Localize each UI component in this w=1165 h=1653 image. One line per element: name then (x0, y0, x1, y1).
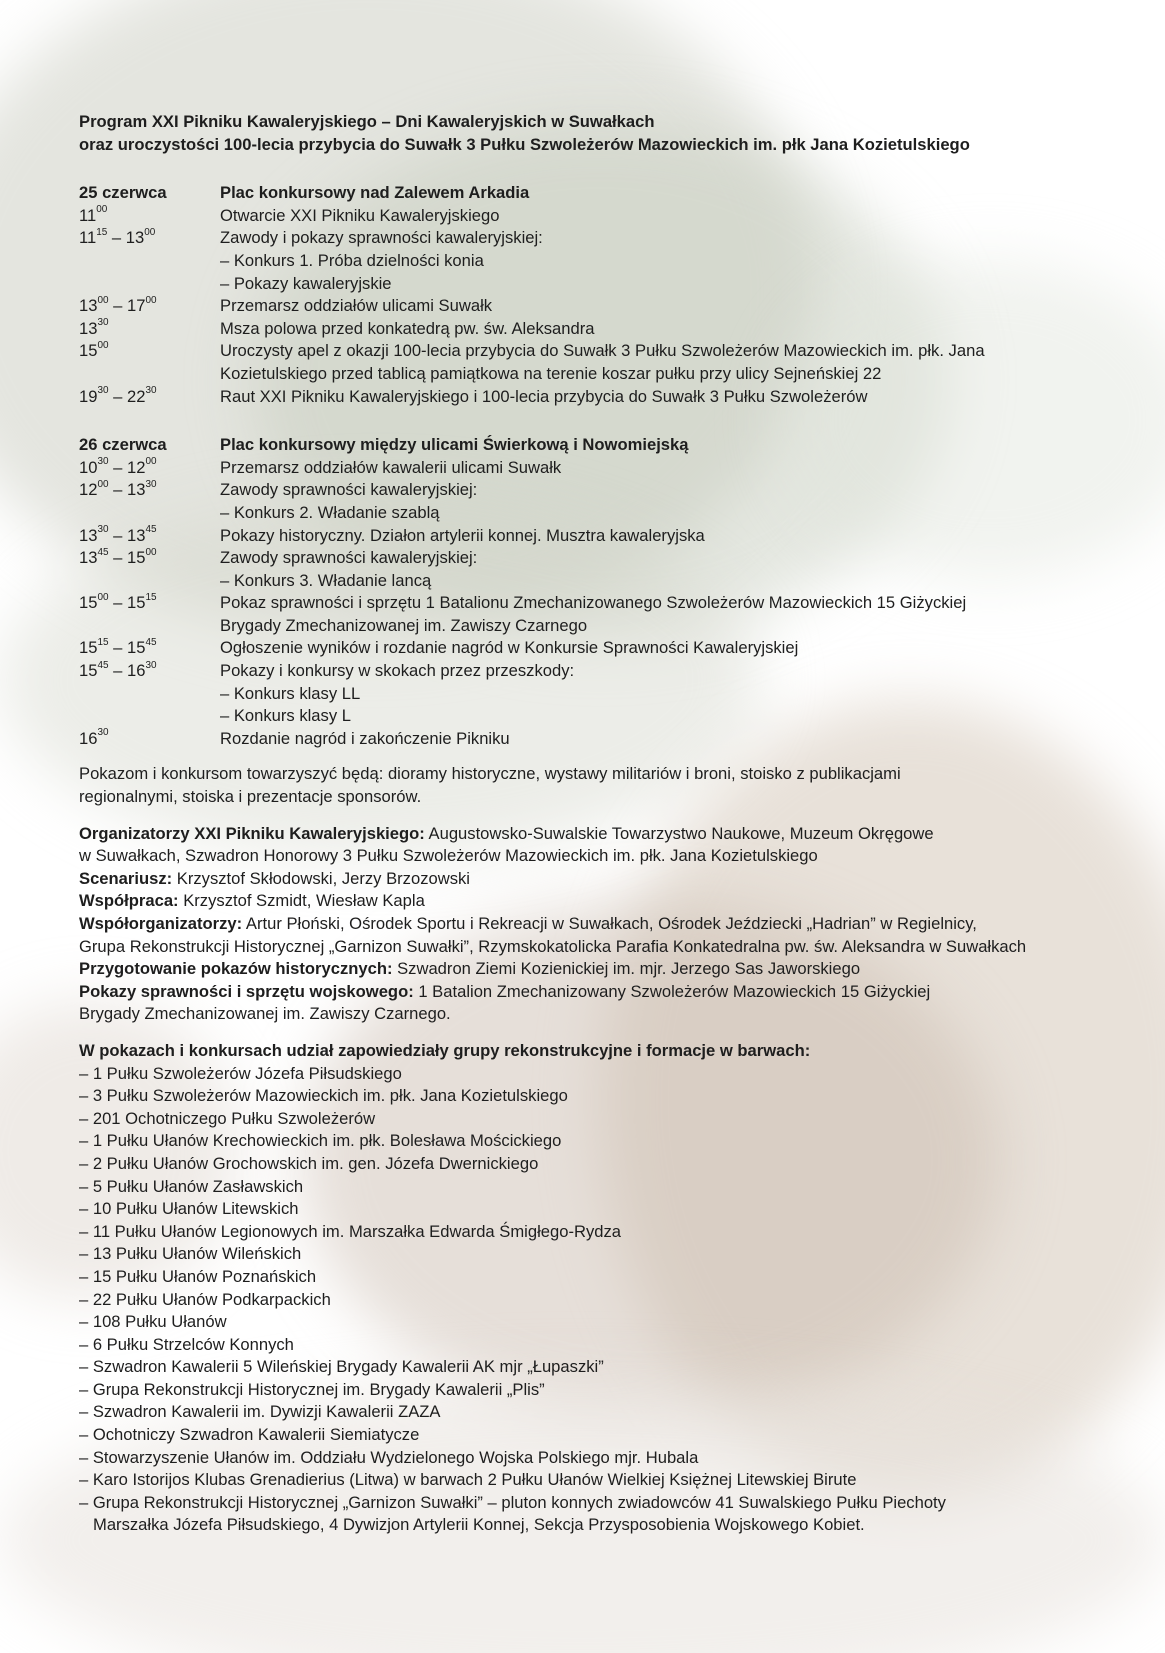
schedule-row (79, 205, 1089, 228)
credit-continuation: Grupa Rekonstrukcji Historycznej „Garnizon Suwałki”, Rzymskokatolicka Parafia Konkatedralna pw. św. Aleksandra w Suwałkach (79, 936, 1027, 956)
event-time: $11^{00}$ (79, 204, 108, 225)
schedule-row (79, 340, 1089, 363)
group-item: – 1 Pułku Szwoleżerów Józefa Piłsudskiego (79, 1063, 402, 1083)
credit-continuation: Brygady Zmechanizowanej im. Zawiszy Czarnego. (79, 1004, 451, 1024)
schedule-row (79, 457, 1089, 480)
schedule-row (79, 479, 1089, 502)
event-time (79, 570, 220, 593)
schedule-row (79, 273, 1089, 296)
group-item: – Ochotniczy Szwadron Kawalerii Siemiatycze (79, 1425, 420, 1445)
schedule-row (79, 683, 1089, 706)
schedule-row (79, 705, 1089, 728)
event-description: Ogłoszenie wyników i rozdanie nagród w Konkursie Sprawności Kawaleryjskiej (220, 638, 799, 658)
event-description: – Konkurs 1. Próba dzielności konia (220, 250, 484, 270)
credit-label: Przygotowanie pokazów historycznych: (79, 959, 393, 979)
group-item: – 15 Pułku Ułanów Poznańskich (79, 1266, 317, 1286)
event-description: Zawody sprawności kawaleryjskiej: (220, 480, 478, 500)
event-time: $13^{30}$ (79, 317, 109, 338)
groups-block (79, 1040, 1089, 1537)
accompany-paragraph (79, 763, 1089, 808)
group-item: – Grupa Rekonstrukcji Historycznej „Garnizon Suwałki” – pluton konnych zwiadowców 41 Suwalskiego Pułku Piechoty (79, 1492, 946, 1512)
credit-text: 1 Batalion Zmechanizowany Szwoleżerów Mazowieckich 15 Giżyckiej (413, 981, 931, 1001)
schedule-row (79, 728, 1089, 751)
group-item: – 6 Pułku Strzelców Konnych (79, 1334, 294, 1354)
day-1-place: Plac konkursowy nad Zalewem Arkadia (220, 183, 530, 203)
event-description: Pokaz sprawności i sprzętu 1 Batalionu Zmechanizowanego Szwoleżerów Mazowieckich 15 Giżyckiej (220, 593, 967, 613)
credit-label: Współpraca: (79, 891, 179, 911)
title-line-2: oraz uroczystości 100-lecia przybycia do Suwałk 3 Pułku Szwoleżerów Mazowieckich im. płk Jana Kozietulskiego (79, 134, 970, 154)
group-item: – Szwadron Kawalerii im. Dywizji Kawalerii ZAZA (79, 1402, 441, 1422)
accompany-line-1: Pokazom i konkursom towarzyszyć będą: dioramy historyczne, wystawy militariów i broni, stoisko z publikacjami (79, 764, 901, 784)
event-description: Raut XXI Pikniku Kawaleryjskiego i 100-lecia przybycia do Suwałk 3 Pułku Szwoleżerów (220, 386, 868, 406)
credit-line (79, 913, 1089, 936)
group-item: – 108 Pułku Ułanów (79, 1312, 227, 1332)
event-description: – Konkurs klasy L (220, 706, 351, 726)
credit-label: Współorganizatorzy: (79, 914, 243, 933)
event-description: Pokazy historyczny. Działon artylerii konnej. Musztra kawaleryjska (220, 525, 705, 545)
group-item: – 13 Pułku Ułanów Wileńskich (79, 1244, 302, 1264)
schedule-row (79, 615, 1089, 638)
group-item: – Szwadron Kawalerii 5 Wileńskiej Brygady Kawalerii AK mjr „Łupaszki” (79, 1357, 604, 1377)
group-item: – Stowarzyszenie Ułanów im. Oddziału Wydzielonego Wojska Polskiego mjr. Hubala (79, 1447, 699, 1467)
schedule-row (79, 547, 1089, 570)
event-time: $12^{00} - 13^{30}$ (79, 478, 157, 500)
event-time: $10^{30} - 12^{00}$ (79, 456, 157, 477)
schedule-row (79, 570, 1089, 593)
day-1-header (79, 182, 1089, 205)
event-description: Kozietulskiego przed tablicą pamiątkowa na terenie koszar pułku przy ulicy Sejneńskiej 22 (220, 363, 882, 383)
event-description: – Konkurs 3. Władanie lancą (220, 570, 432, 590)
event-time: $15^{15} - 15^{45}$ (79, 636, 157, 658)
day-1-events (79, 205, 1089, 408)
event-time: $13^{00} - 17^{00}$ (79, 294, 157, 316)
event-time: $11^{15} - 13^{00}$ (79, 226, 156, 248)
day-2-date: 26 czerwca (79, 435, 167, 455)
event-time: $19^{30} - 22^{30}$ (79, 385, 157, 406)
event-time: $15^{45} - 16^{30}$ (79, 659, 157, 681)
group-item: – 10 Pułku Ułanów Litewskich (79, 1199, 299, 1219)
event-time (79, 250, 220, 273)
schedule-row (79, 295, 1089, 318)
event-description: Zawody sprawności kawaleryjskiej: (220, 548, 478, 568)
event-time: $13^{45} - 15^{00}$ (79, 546, 157, 568)
credit-line (79, 868, 1089, 891)
schedule-row (79, 363, 1089, 386)
group-item: – 1 Pułku Ułanów Krechowieckich im. płk. Bolesława Mościckiego (79, 1131, 562, 1151)
day-1-section (79, 182, 1089, 408)
credit-text: Augustowsko-Suwalskie Towarzystwo Naukowe, Muzeum Okręgowe (424, 823, 934, 843)
schedule-row (79, 592, 1089, 615)
document-title (79, 111, 1089, 156)
credit-text: Szwadron Ziemi Kozienickiej im. mjr. Jerzego Sas Jaworskiego (392, 959, 861, 979)
event-time (79, 615, 220, 638)
credit-line (79, 958, 1089, 981)
event-description: Zawody i pokazy sprawności kawaleryjskiej: (220, 228, 543, 248)
schedule-row (79, 525, 1089, 548)
event-description: – Pokazy kawaleryjskie (220, 273, 392, 293)
credit-line (79, 981, 1089, 1004)
event-time: $13^{30} - 13^{45}$ (79, 523, 157, 545)
credit-label: Pokazy sprawności i sprzętu wojskowego: (79, 981, 414, 1001)
schedule-row (79, 660, 1089, 683)
credit-text: Krzysztof Skłodowski, Jerzy Brzozowski (172, 868, 470, 888)
event-time: $15^{00} - 15^{15}$ (79, 591, 157, 613)
event-description: Przemarsz oddziałów kawalerii ulicami Suwałk (220, 457, 562, 477)
event-description: Przemarsz oddziałów ulicami Suwałk (220, 296, 493, 316)
accompany-line-2: regionalnymi, stoiska i prezentacje sponsorów. (79, 787, 422, 807)
event-description: – Konkurs klasy LL (220, 683, 361, 703)
event-time (79, 683, 220, 706)
event-description: Rozdanie nagród i zakończenie Pikniku (220, 728, 510, 748)
credit-continuation: w Suwałkach, Szwadron Honorowy 3 Pułku Szwoleżerów Mazowieckich im. płk. Jana Kozietulskiego (79, 846, 818, 866)
day-2-events (79, 457, 1089, 751)
credits-block (79, 823, 1089, 1026)
event-time (79, 705, 220, 728)
group-item: – 5 Pułku Ułanów Zasławskich (79, 1176, 304, 1196)
event-time (79, 273, 220, 296)
day-2-header (79, 434, 1089, 457)
credit-text: Artur Płoński, Ośrodek Sportu i Rekreacji w Suwałkach, Ośrodek Jeździecki „Hadrian” w Regielnicy, (242, 914, 977, 933)
group-item: – 201 Ochotniczego Pułku Szwoleżerów (79, 1108, 376, 1128)
event-time: $16^{30}$ (79, 727, 109, 748)
credit-label: Scenariusz: (79, 868, 173, 888)
credit-label: Organizatorzy XXI Pikniku Kawaleryjskiego: (79, 823, 425, 843)
event-time: $15^{00}$ (79, 339, 109, 361)
schedule-row (79, 502, 1089, 525)
day-2-place: Plac konkursowy między ulicami Świerkową i Nowomiejską (220, 435, 689, 455)
credit-line (79, 890, 1089, 913)
title-line-1: Program XXI Pikniku Kawaleryjskiego – Dni Kawaleryjskich w Suwałkach (79, 112, 655, 131)
event-time (79, 363, 220, 386)
groups-heading: W pokazach i konkursach udział zapowiedziały grupy rekonstrukcyjne i formacje w barwach: (79, 1040, 811, 1060)
event-description: Pokazy i konkursy w skokach przez przeszkody: (220, 661, 575, 681)
event-description: Otwarcie XXI Pikniku Kawaleryjskiego (220, 205, 500, 225)
schedule-row (79, 637, 1089, 660)
group-item: – 22 Pułku Ułanów Podkarpackich (79, 1289, 331, 1309)
groups-last-continuation: Marszałka Józefa Piłsudskiego, 4 Dywizjon Artylerii Konnej, Sekcja Przysposobienia Wojskowego Kobiet. (93, 1515, 865, 1535)
schedule-row (79, 250, 1089, 273)
event-description: Msza polowa przed konkatedrą pw. św. Aleksandra (220, 318, 595, 338)
event-description: – Konkurs 2. Władanie szablą (220, 502, 440, 522)
credit-text: Krzysztof Szmidt, Wiesław Kapla (178, 891, 425, 911)
group-item: – 11 Pułku Ułanów Legionowych im. Marszałka Edwarda Śmigłego-Rydza (79, 1221, 622, 1241)
group-item: – Karo Istorijos Klubas Grenadierius (Litwa) w barwach 2 Pułku Ułanów Wielkiej Księżnej Litewskiej Birute (79, 1470, 857, 1490)
group-item: – 2 Pułku Ułanów Grochowskich im. gen. Józefa Dwernickiego (79, 1153, 539, 1173)
event-description: Brygady Zmechanizowanej im. Zawiszy Czarnego (220, 615, 588, 635)
day-1-date: 25 czerwca (79, 183, 167, 203)
schedule-row (79, 386, 1089, 409)
day-2-section (79, 434, 1089, 750)
group-item: – 3 Pułku Szwoleżerów Mazowieckich im. płk. Jana Kozietulskiego (79, 1086, 568, 1106)
credit-line (79, 823, 1089, 846)
group-item: – Grupa Rekonstrukcji Historycznej im. Brygady Kawalerii „Plis” (79, 1379, 545, 1399)
schedule-row (79, 318, 1089, 341)
event-time (79, 502, 220, 525)
schedule-row (79, 227, 1089, 250)
event-description: Uroczysty apel z okazji 100-lecia przybycia do Suwałk 3 Pułku Szwoleżerów Mazowieckich im. płk. Jana (220, 341, 985, 361)
document-body (79, 111, 1089, 1537)
groups-list (79, 1063, 1089, 1515)
